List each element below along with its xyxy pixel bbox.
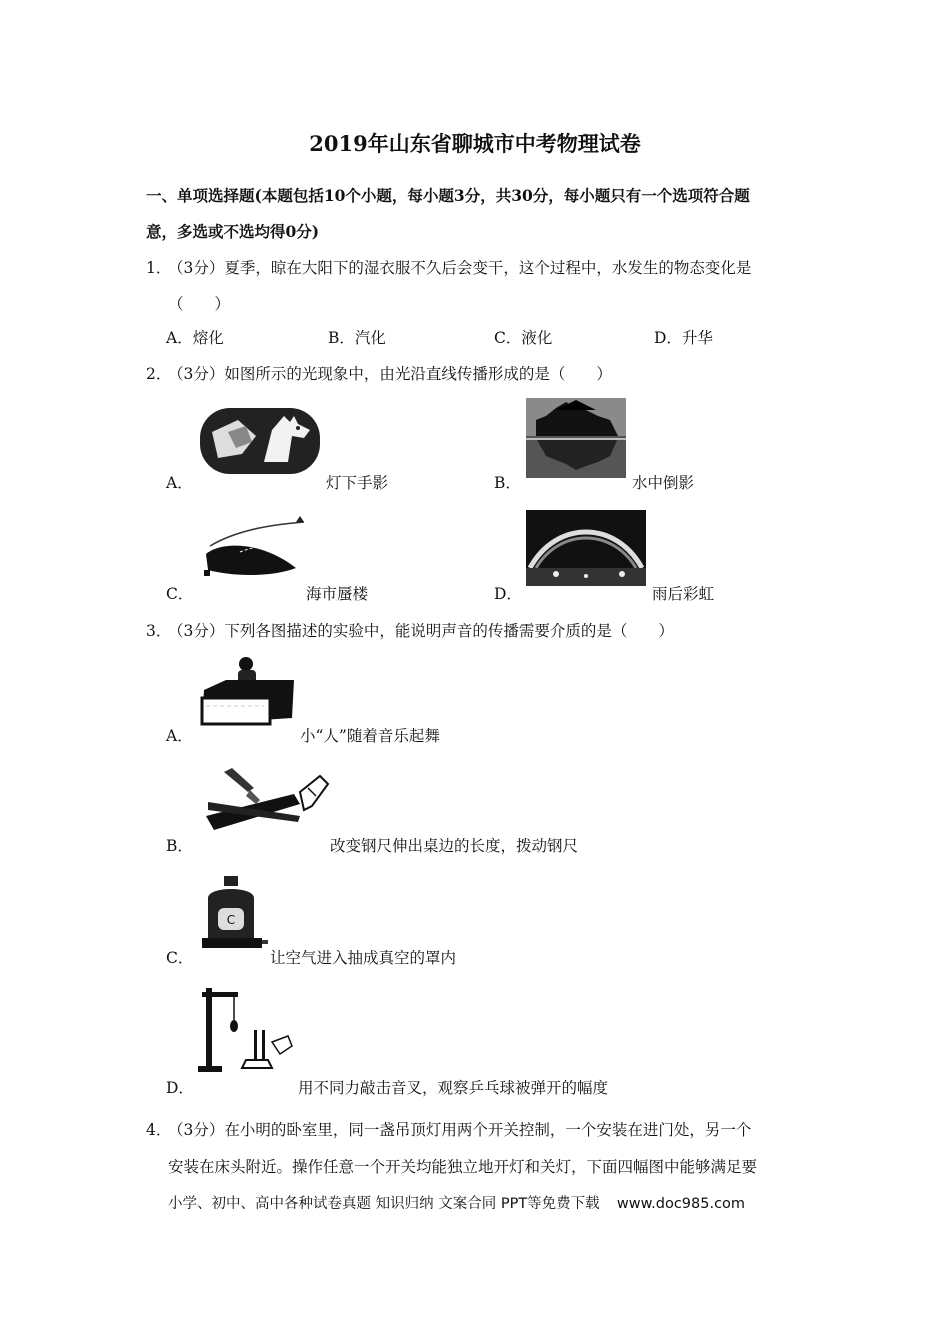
section-heading-line1: 一、单项选择题(本题包括10个小题，每小题3分，共30分，每小题只有一个选项符合题 <box>146 186 750 205</box>
dancing-figure-image <box>198 654 298 730</box>
footer-promo <box>168 1192 745 1213</box>
footer-text: 小学、初中、高中各种试卷真题 知识归纳 文案合同 PPT等免费下载 <box>168 1196 600 1212</box>
q2-option-d-label: D． <box>494 585 522 603</box>
q4-text-line2: 安装在床头附近。操作任意一个开关均能独立地开灯和关灯，下面四幅图中能够满足要 <box>168 1158 758 1176</box>
q2-option-b-label: B． <box>494 474 521 492</box>
svg-text:C: C <box>226 913 236 927</box>
q3-option-a-caption: 小“人”随着音乐起舞 <box>300 727 440 745</box>
q1-option-c: C．液化 <box>494 329 553 347</box>
tuning-fork-image <box>196 984 296 1074</box>
page-title: 2019年山东省聊城市中考物理试卷 <box>309 131 641 156</box>
q1-option-d: D．升华 <box>654 329 713 347</box>
q4-number: 4． <box>146 1121 172 1139</box>
water-reflection-image <box>526 398 626 478</box>
q1-option-b: B．汽化 <box>328 329 386 347</box>
q2-option-d-caption: 雨后彩虹 <box>652 585 715 603</box>
hand-shadow-image <box>198 402 322 478</box>
bell-jar-image <box>200 876 270 952</box>
q3-option-b-label: B． <box>166 837 193 855</box>
q1-option-a: A．熔化 <box>166 329 224 347</box>
footer-link[interactable]: www.doc985.com <box>616 1196 746 1212</box>
q3-option-b-caption: 改变钢尺伸出桌边的长度，拨动钢尺 <box>330 837 579 855</box>
q3-option-d-label: D． <box>166 1079 194 1097</box>
q2-option-b-caption: 水中倒影 <box>632 474 695 492</box>
q1-blank: （ ） <box>168 295 231 313</box>
q3-option-c-label: C． <box>166 949 194 967</box>
q3-text: （3分）下列各图描述的实验中，能说明声音的传播需要介质的是（ ） <box>168 622 674 640</box>
q1-number: 1． <box>146 259 172 277</box>
q3-option-a-label: A． <box>166 727 193 745</box>
q2-option-a-caption: 灯下手影 <box>326 474 389 492</box>
q1-text: （3分）夏季，晾在大阳下的湿衣服不久后会变干，这个过程中，水发生的物态变化是 <box>168 259 752 277</box>
q3-option-d-caption: 用不同力敲击音叉，观察乒乓球被弹开的幅度 <box>298 1079 609 1097</box>
q2-option-c-caption: 海市蜃楼 <box>306 585 369 603</box>
q3-number: 3． <box>146 622 172 640</box>
section-heading-line2: 意，多选或不选均得0分) <box>146 222 320 241</box>
q4-text-line1: （3分）在小明的卧室里，同一盏吊顶灯用两个开关控制，一个安装在进门处，另一个 <box>168 1121 752 1139</box>
q2-text: （3分）如图所示的光现象中，由光沿直线传播形成的是（ ） <box>168 365 612 383</box>
mirage-image <box>200 514 310 584</box>
q3-option-c-caption: 让空气进入抽成真空的罩内 <box>270 949 457 967</box>
ruler-image <box>204 766 332 834</box>
q2-option-a-label: A． <box>166 474 193 492</box>
q2-number: 2． <box>146 365 172 383</box>
rainbow-image <box>526 510 646 586</box>
q2-option-c-label: C． <box>166 585 194 603</box>
